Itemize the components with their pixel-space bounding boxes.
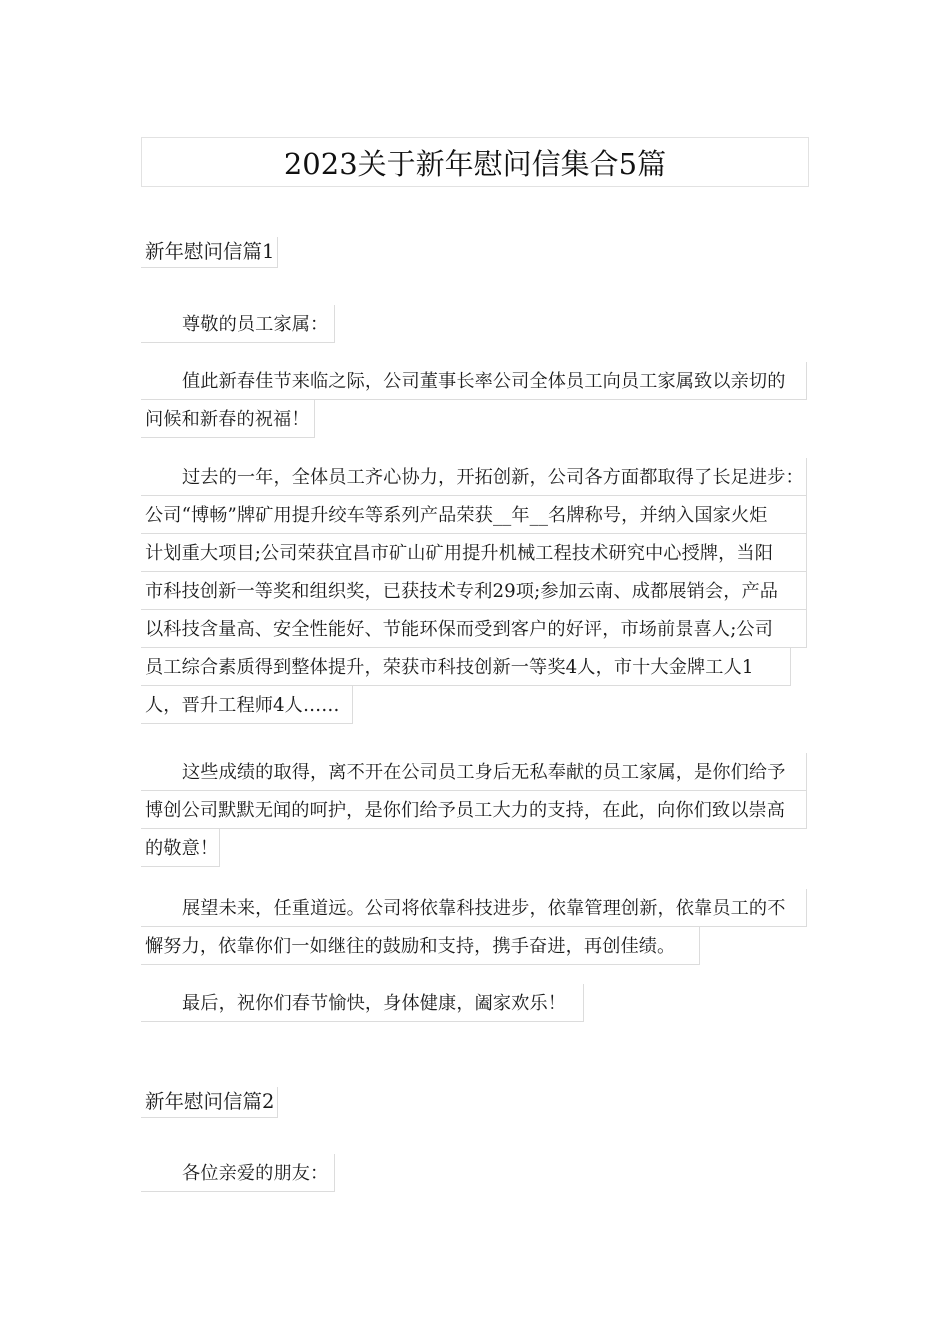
paragraph-line: 以科技含量高、安全性能好、节能环保而受到客户的好评，市场前景喜人;公司 — [141, 610, 807, 648]
section-1-paragraph-2 — [141, 458, 813, 724]
salutation-line: 尊敬的员工家属： — [141, 305, 335, 343]
section-2-salutation — [141, 1154, 813, 1192]
paragraph-line: 计划重大项目;公司荣获宜昌市矿山矿用提升机械工程技术研究中心授牌，当阳 — [141, 534, 807, 572]
paragraph-line: 的敬意！ — [141, 829, 220, 867]
paragraph-line: 展望未来，任重道远。公司将依靠科技进步，依靠管理创新，依靠员工的不 — [141, 889, 807, 927]
paragraph-line: 公司“博畅”牌矿用提升绞车等系列产品荣获__年__名牌称号，并纳入国家火炬 — [141, 496, 807, 534]
paragraph-line: 员工综合素质得到整体提升，荣获市科技创新一等奖4人，市十大金牌工人1 — [141, 648, 791, 686]
paragraph-line: 过去的一年，全体员工齐心协力，开拓创新，公司各方面都取得了长足进步： — [141, 458, 807, 496]
section-1-heading: 新年慰问信篇1 — [141, 237, 278, 268]
section-1-paragraph-3 — [141, 753, 813, 867]
paragraph-line: 问候和新春的祝福！ — [141, 400, 315, 438]
paragraph-line: 懈努力，依靠你们一如继往的鼓励和支持，携手奋进，再创佳绩。 — [141, 927, 700, 965]
section-1-paragraph-5 — [141, 984, 813, 1022]
section-1-paragraph-1 — [141, 362, 813, 438]
salutation-line: 各位亲爱的朋友： — [141, 1154, 335, 1192]
section-1-paragraph-4 — [141, 889, 813, 965]
section-1-salutation — [141, 305, 813, 343]
document-title — [141, 137, 809, 187]
paragraph-line: 最后，祝你们春节愉快，身体健康，阖家欢乐！ — [141, 984, 584, 1022]
document-title-text: 2023关于新年慰问信集合5篇 — [283, 146, 667, 181]
section-2-heading: 新年慰问信篇2 — [141, 1087, 278, 1118]
paragraph-line: 人，晋升工程师4人…… — [141, 686, 353, 724]
paragraph-line: 博创公司默默无闻的呵护，是你们给予员工大力的支持，在此，向你们致以崇高 — [141, 791, 807, 829]
paragraph-line: 市科技创新一等奖和组织奖，已获技术专利29项;参加云南、成都展销会，产品 — [141, 572, 807, 610]
paragraph-line: 值此新春佳节来临之际，公司董事长率公司全体员工向员工家属致以亲切的 — [141, 362, 807, 400]
paragraph-line: 这些成绩的取得，离不开在公司员工身后无私奉献的员工家属，是你们给予 — [141, 753, 807, 791]
